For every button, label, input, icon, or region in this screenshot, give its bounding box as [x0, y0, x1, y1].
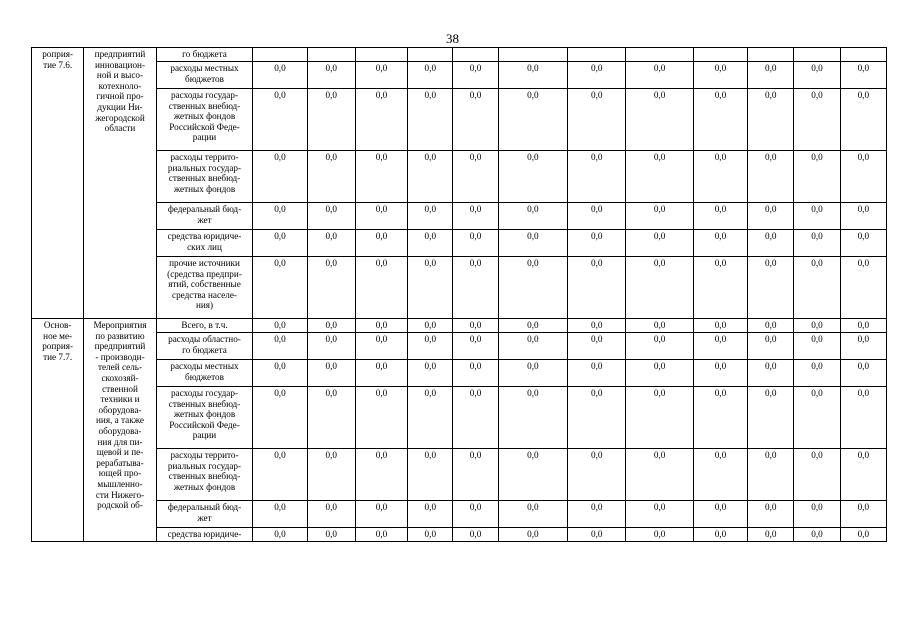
value-cell: 0,0: [568, 89, 626, 151]
value-cell: 0,0: [498, 528, 567, 542]
value-cell: 0,0: [794, 528, 840, 542]
value-cell: 0,0: [498, 333, 567, 360]
value-cell: 0,0: [748, 387, 794, 449]
value-cell: 0,0: [253, 449, 307, 501]
funding-source-label: расходы террито- риальных государ- ственных внебюд- жетных фондов: [156, 151, 253, 203]
measure-title: Мероприятия по развитию предприятий - производи- телей сель- скохозяй- ственной техники и оборудова- ния, а также оборудова- ния для пи- щевой и пе- рерабатыва- ющей про- мышленно- сти Нижего- родской об-: [84, 319, 156, 542]
value-cell: 0,0: [453, 360, 498, 387]
value-cell: 0,0: [355, 449, 407, 501]
funding-source-label: средства юридиче- ских лиц: [156, 230, 253, 257]
table-row: [32, 48, 887, 62]
value-cell: 0,0: [453, 501, 498, 528]
value-cell: 0,0: [840, 257, 886, 319]
value-cell: 0,0: [253, 230, 307, 257]
value-cell: 0,0: [840, 203, 886, 230]
value-cell: 0,0: [453, 62, 498, 89]
value-cell: 0,0: [568, 319, 626, 333]
value-cell: 0,0: [794, 151, 840, 203]
value-cell: 0,0: [307, 257, 355, 319]
value-cell: 0,0: [355, 501, 407, 528]
value-cell: 0,0: [307, 333, 355, 360]
value-cell: 0,0: [498, 203, 567, 230]
table-row: [32, 257, 887, 319]
value-cell: 0,0: [453, 449, 498, 501]
value-cell: [408, 48, 453, 62]
table-row: [32, 360, 887, 387]
value-cell: 0,0: [408, 501, 453, 528]
table-row: [32, 319, 887, 333]
value-cell: 0,0: [307, 387, 355, 449]
value-cell: 0,0: [307, 230, 355, 257]
value-cell: 0,0: [307, 89, 355, 151]
value-cell: 0,0: [568, 449, 626, 501]
funding-source-label: расходы государ- ственных внебюд- жетных фондов Российской Феде- рации: [156, 89, 253, 151]
value-cell: 0,0: [408, 449, 453, 501]
value-cell: 0,0: [748, 89, 794, 151]
value-cell: [748, 48, 794, 62]
table-row: [32, 89, 887, 151]
funding-source-label: расходы местных бюджетов: [156, 360, 253, 387]
value-cell: 0,0: [693, 449, 747, 501]
funding-source-label: Всего, в т.ч.: [156, 319, 253, 333]
value-cell: 0,0: [355, 230, 407, 257]
value-cell: 0,0: [355, 203, 407, 230]
value-cell: 0,0: [626, 528, 693, 542]
value-cell: 0,0: [840, 319, 886, 333]
value-cell: 0,0: [355, 333, 407, 360]
value-cell: 0,0: [253, 319, 307, 333]
value-cell: 0,0: [626, 360, 693, 387]
table-row: [32, 151, 887, 203]
value-cell: 0,0: [794, 501, 840, 528]
value-cell: 0,0: [626, 257, 693, 319]
funding-source-label: расходы областно- го бюджета: [156, 333, 253, 360]
value-cell: 0,0: [498, 230, 567, 257]
value-cell: 0,0: [408, 62, 453, 89]
value-cell: 0,0: [840, 528, 886, 542]
value-cell: 0,0: [840, 501, 886, 528]
value-cell: 0,0: [748, 528, 794, 542]
value-cell: 0,0: [498, 387, 567, 449]
value-cell: 0,0: [840, 449, 886, 501]
value-cell: [626, 48, 693, 62]
value-cell: 0,0: [794, 387, 840, 449]
value-cell: 0,0: [498, 62, 567, 89]
value-cell: 0,0: [568, 62, 626, 89]
value-cell: 0,0: [498, 501, 567, 528]
value-cell: 0,0: [253, 528, 307, 542]
value-cell: 0,0: [626, 387, 693, 449]
value-cell: [355, 48, 407, 62]
value-cell: 0,0: [355, 528, 407, 542]
value-cell: 0,0: [307, 501, 355, 528]
value-cell: 0,0: [840, 151, 886, 203]
value-cell: 0,0: [568, 333, 626, 360]
value-cell: 0,0: [453, 257, 498, 319]
value-cell: 0,0: [626, 203, 693, 230]
value-cell: [498, 48, 567, 62]
value-cell: 0,0: [355, 387, 407, 449]
budget-table: [31, 47, 887, 542]
value-cell: 0,0: [568, 360, 626, 387]
value-cell: 0,0: [693, 230, 747, 257]
value-cell: 0,0: [253, 89, 307, 151]
value-cell: 0,0: [408, 528, 453, 542]
funding-source-label: расходы государ- ственных внебюд- жетных фондов Российской Феде- рации: [156, 387, 253, 449]
value-cell: 0,0: [794, 203, 840, 230]
value-cell: 0,0: [453, 89, 498, 151]
value-cell: 0,0: [840, 333, 886, 360]
value-cell: 0,0: [355, 151, 407, 203]
value-cell: 0,0: [748, 203, 794, 230]
table-row: [32, 230, 887, 257]
value-cell: 0,0: [794, 257, 840, 319]
value-cell: 0,0: [626, 449, 693, 501]
value-cell: [693, 48, 747, 62]
value-cell: 0,0: [498, 89, 567, 151]
value-cell: 0,0: [693, 501, 747, 528]
value-cell: 0,0: [626, 89, 693, 151]
table-row: [32, 203, 887, 230]
value-cell: 0,0: [453, 333, 498, 360]
value-cell: 0,0: [693, 203, 747, 230]
value-cell: [307, 48, 355, 62]
value-cell: 0,0: [498, 449, 567, 501]
value-cell: 0,0: [748, 319, 794, 333]
value-cell: [794, 48, 840, 62]
value-cell: 0,0: [748, 257, 794, 319]
value-cell: 0,0: [693, 387, 747, 449]
table-row: [32, 62, 887, 89]
value-cell: 0,0: [693, 89, 747, 151]
value-cell: 0,0: [253, 151, 307, 203]
value-cell: 0,0: [453, 528, 498, 542]
value-cell: 0,0: [253, 62, 307, 89]
value-cell: 0,0: [498, 360, 567, 387]
value-cell: 0,0: [307, 203, 355, 230]
value-cell: 0,0: [355, 89, 407, 151]
value-cell: 0,0: [693, 360, 747, 387]
value-cell: [253, 48, 307, 62]
value-cell: 0,0: [568, 203, 626, 230]
value-cell: 0,0: [253, 203, 307, 230]
value-cell: 0,0: [453, 230, 498, 257]
funding-source-label: средства юридиче-: [156, 528, 253, 542]
table-row: [32, 528, 887, 542]
value-cell: 0,0: [748, 449, 794, 501]
value-cell: 0,0: [253, 387, 307, 449]
value-cell: [840, 48, 886, 62]
value-cell: 0,0: [840, 89, 886, 151]
value-cell: 0,0: [794, 230, 840, 257]
value-cell: 0,0: [307, 449, 355, 501]
value-cell: 0,0: [408, 257, 453, 319]
value-cell: 0,0: [693, 319, 747, 333]
value-cell: 0,0: [408, 203, 453, 230]
value-cell: [453, 48, 498, 62]
value-cell: 0,0: [748, 62, 794, 89]
funding-source-label: федеральный бюд- жет: [156, 501, 253, 528]
funding-source-label: расходы террито- риальных государ- ственных внебюд- жетных фондов: [156, 449, 253, 501]
value-cell: 0,0: [453, 387, 498, 449]
funding-source-label: расходы местных бюджетов: [156, 62, 253, 89]
value-cell: 0,0: [840, 360, 886, 387]
value-cell: 0,0: [498, 151, 567, 203]
value-cell: 0,0: [568, 501, 626, 528]
value-cell: 0,0: [408, 333, 453, 360]
value-cell: 0,0: [568, 257, 626, 319]
value-cell: 0,0: [253, 360, 307, 387]
value-cell: 0,0: [794, 89, 840, 151]
value-cell: 0,0: [693, 151, 747, 203]
value-cell: 0,0: [568, 151, 626, 203]
value-cell: 0,0: [794, 62, 840, 89]
value-cell: 0,0: [355, 319, 407, 333]
value-cell: 0,0: [626, 230, 693, 257]
value-cell: 0,0: [355, 360, 407, 387]
value-cell: 0,0: [748, 501, 794, 528]
funding-source-label: прочие источники (средства предпри- ятий, собственные средства населе- ния): [156, 257, 253, 319]
value-cell: 0,0: [253, 257, 307, 319]
value-cell: 0,0: [748, 230, 794, 257]
page-number: 38: [446, 31, 459, 46]
value-cell: 0,0: [794, 360, 840, 387]
value-cell: 0,0: [693, 528, 747, 542]
value-cell: 0,0: [453, 151, 498, 203]
value-cell: 0,0: [307, 62, 355, 89]
value-cell: 0,0: [453, 203, 498, 230]
value-cell: 0,0: [840, 62, 886, 89]
value-cell: 0,0: [307, 360, 355, 387]
funding-source-label: го бюджета: [156, 48, 253, 62]
value-cell: 0,0: [693, 62, 747, 89]
value-cell: [568, 48, 626, 62]
value-cell: 0,0: [794, 333, 840, 360]
value-cell: 0,0: [253, 501, 307, 528]
value-cell: 0,0: [626, 501, 693, 528]
value-cell: 0,0: [626, 62, 693, 89]
value-cell: 0,0: [453, 319, 498, 333]
table-row: [32, 501, 887, 528]
value-cell: 0,0: [748, 333, 794, 360]
value-cell: 0,0: [840, 230, 886, 257]
value-cell: 0,0: [693, 257, 747, 319]
value-cell: 0,0: [568, 387, 626, 449]
table-row: [32, 333, 887, 360]
measure-number: Основ- ное ме- роприя- тие 7.7.: [32, 319, 84, 542]
value-cell: 0,0: [408, 89, 453, 151]
value-cell: 0,0: [840, 387, 886, 449]
value-cell: 0,0: [355, 62, 407, 89]
value-cell: 0,0: [748, 360, 794, 387]
value-cell: 0,0: [748, 151, 794, 203]
value-cell: 0,0: [794, 319, 840, 333]
value-cell: 0,0: [307, 151, 355, 203]
value-cell: 0,0: [568, 528, 626, 542]
value-cell: 0,0: [693, 333, 747, 360]
value-cell: 0,0: [408, 319, 453, 333]
value-cell: 0,0: [794, 449, 840, 501]
table-row: [32, 387, 887, 449]
value-cell: 0,0: [626, 151, 693, 203]
value-cell: 0,0: [626, 333, 693, 360]
value-cell: 0,0: [626, 319, 693, 333]
measure-title: предприятий инновацион- ной и высо- котехноло- гичной про- дукции Ни- жегородской области: [84, 48, 156, 319]
value-cell: 0,0: [498, 257, 567, 319]
value-cell: 0,0: [355, 257, 407, 319]
value-cell: 0,0: [498, 319, 567, 333]
value-cell: 0,0: [307, 528, 355, 542]
value-cell: 0,0: [408, 230, 453, 257]
value-cell: 0,0: [408, 151, 453, 203]
value-cell: 0,0: [408, 387, 453, 449]
table-row: [32, 449, 887, 501]
funding-source-label: федеральный бюд- жет: [156, 203, 253, 230]
value-cell: 0,0: [307, 319, 355, 333]
value-cell: 0,0: [253, 333, 307, 360]
value-cell: 0,0: [408, 360, 453, 387]
measure-number: роприя- тие 7.6.: [32, 48, 84, 319]
value-cell: 0,0: [568, 230, 626, 257]
